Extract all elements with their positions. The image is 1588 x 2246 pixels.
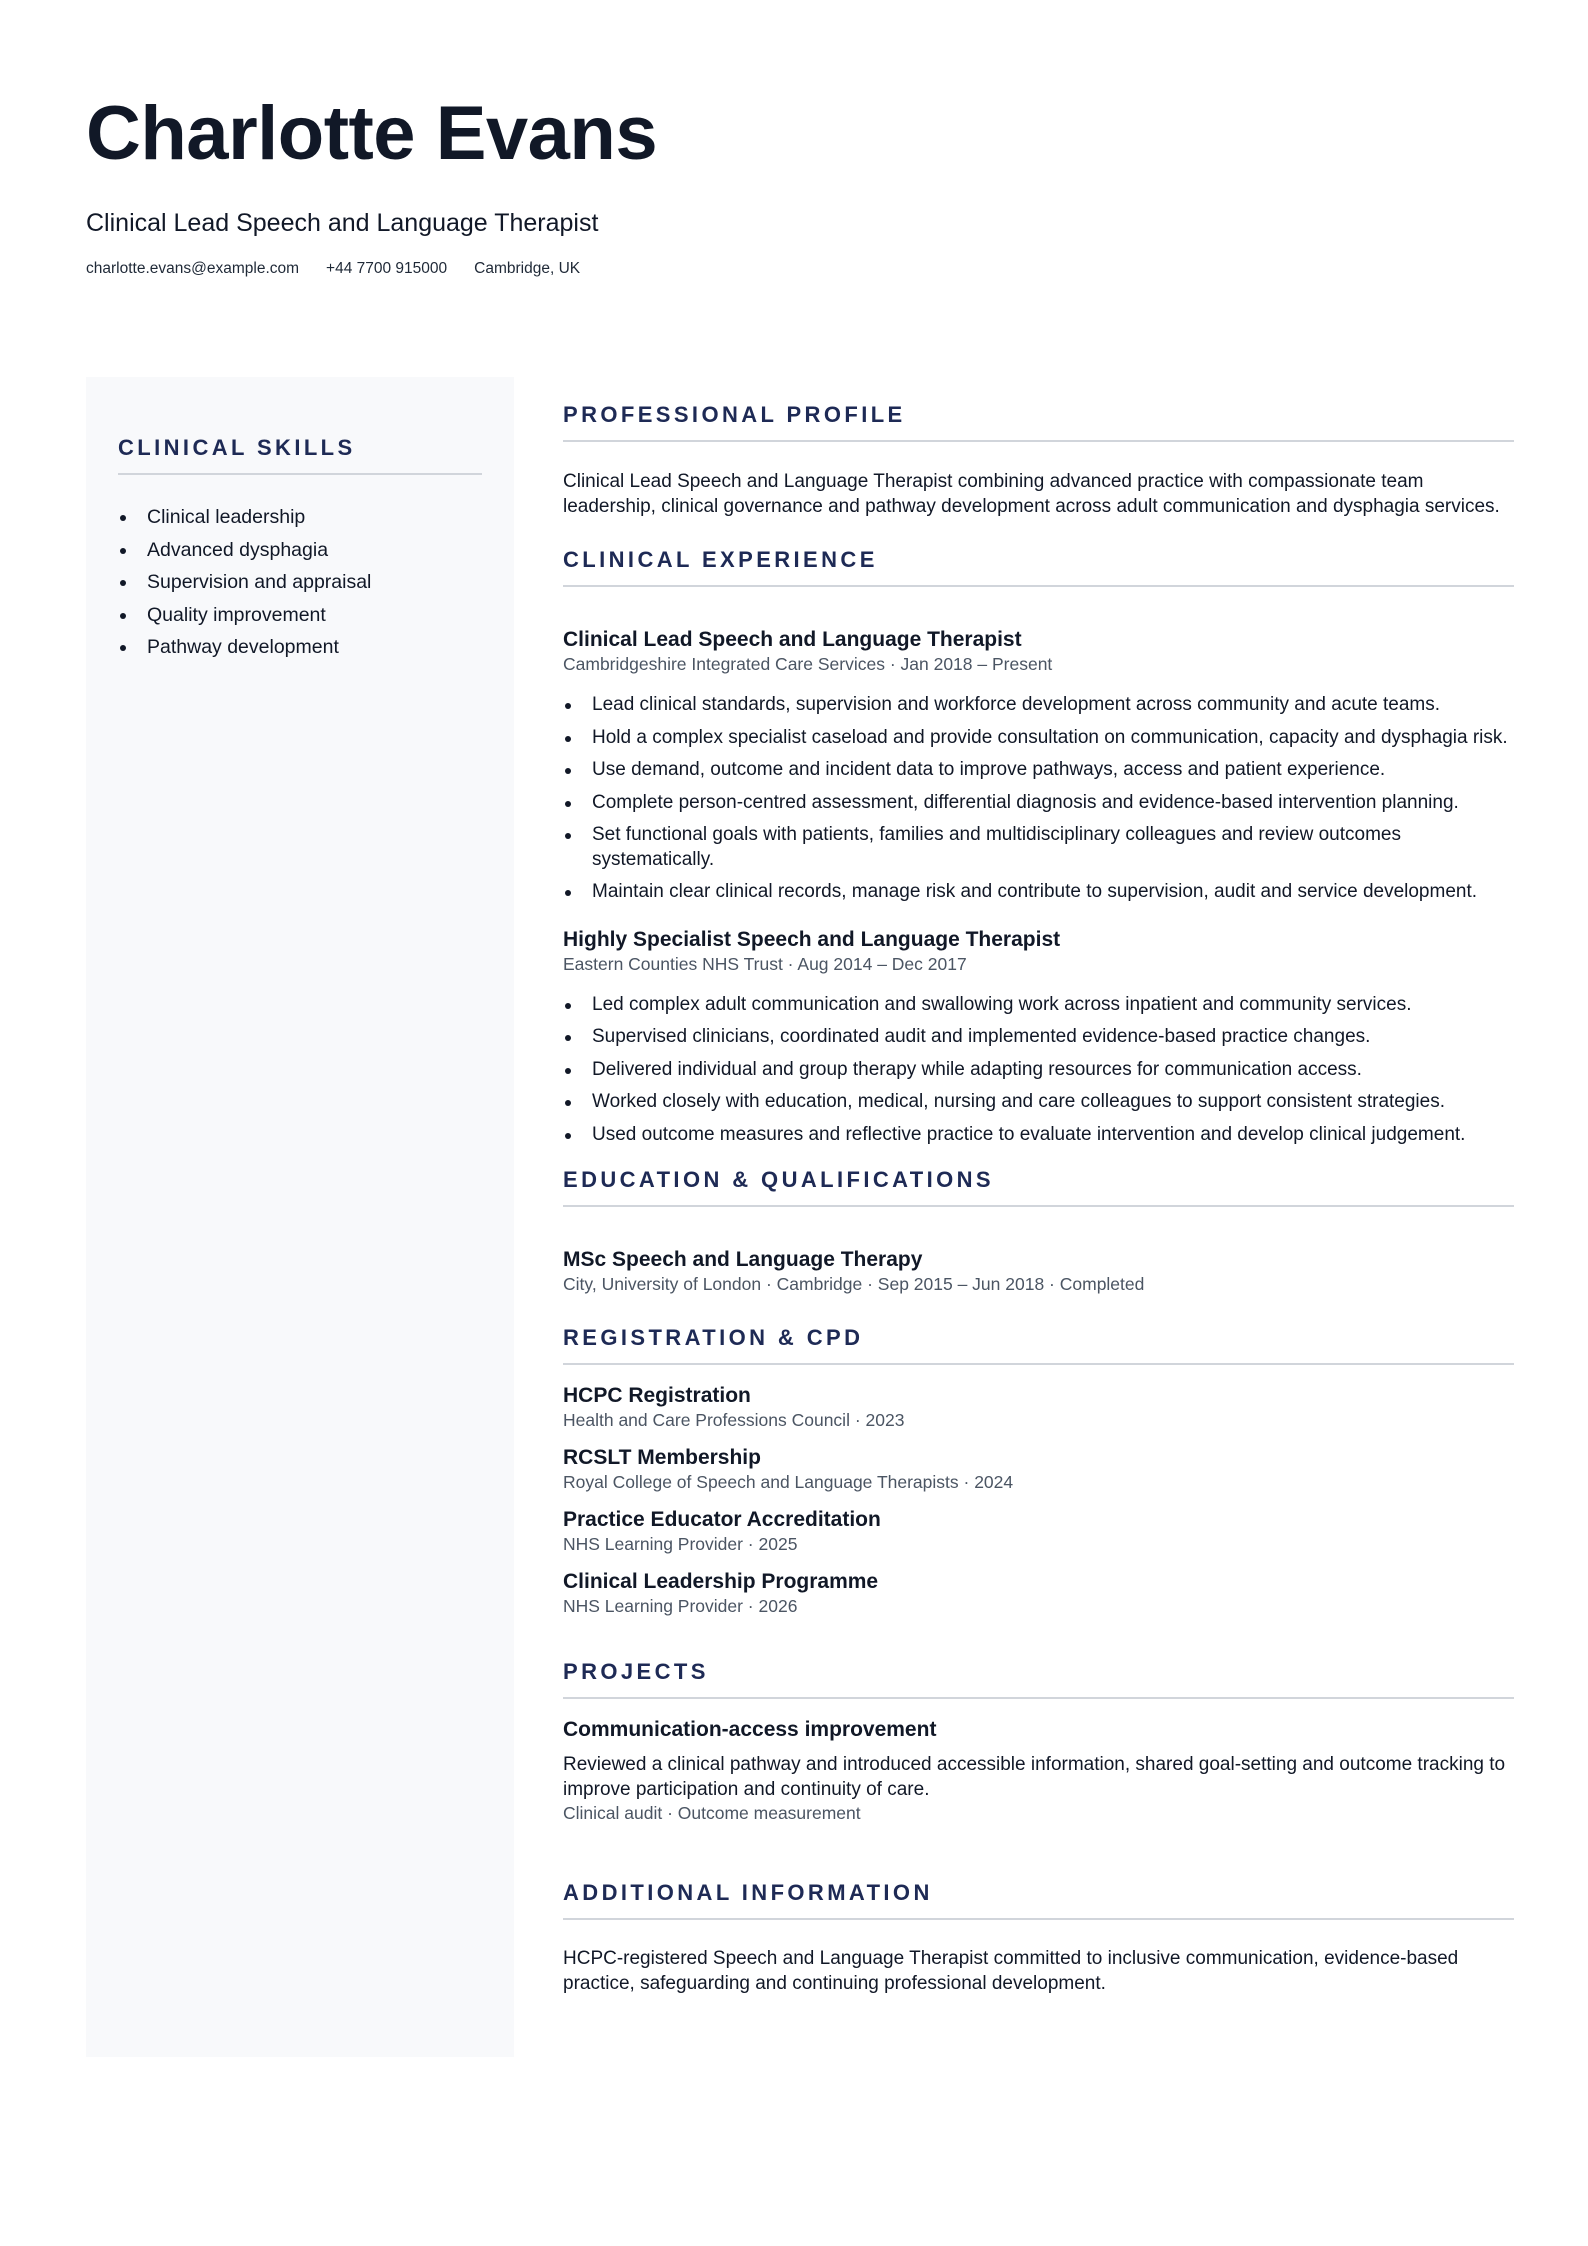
- bullet-icon: [565, 1035, 571, 1041]
- project-description: Reviewed a clinical pathway and introduced accessible information, shared goal-setting and outcome tracking to improve participation and continuity of care.: [563, 1754, 1506, 1800]
- candidate-headline: Clinical Lead Speech and Language Therapist: [86, 208, 599, 237]
- cpd-item: [563, 1507, 1514, 1555]
- cpd-section-title: REGISTRATION & CPD: [563, 1325, 1514, 1365]
- project-tags: Clinical audit · Outcome measurement: [563, 1803, 861, 1823]
- cpd-item: [563, 1445, 1514, 1493]
- profile-section-title: PROFESSIONAL PROFILE: [563, 402, 1514, 442]
- bullet-icon: [565, 1133, 571, 1139]
- job-bullet: Supervised clinicians, coordinated audit and implemented evidence-based practice changes.: [563, 1025, 1514, 1050]
- experience-section: [563, 547, 1514, 1147]
- profile-section: [563, 402, 1514, 519]
- skill-item: Pathway development: [118, 631, 482, 664]
- contact-row: [86, 260, 1506, 278]
- degree-title: MSc Speech and Language Therapy: [563, 1248, 923, 1271]
- job-bullet: Use demand, outcome and incident data to improve pathways, access and patient experience.: [563, 758, 1514, 783]
- additional-section: [563, 1880, 1514, 1996]
- bullet-icon: [120, 580, 126, 586]
- cpd-section: [563, 1325, 1514, 1617]
- bullet-icon: [565, 1100, 571, 1106]
- job-bullet: Lead clinical standards, supervision and workforce development across community and acute teams.: [563, 693, 1514, 718]
- resume-header: [86, 92, 1506, 278]
- bullet-icon: [565, 736, 571, 742]
- experience-section-title: CLINICAL EXPERIENCE: [563, 547, 1514, 587]
- cpd-item-meta: Royal College of Speech and Language Therapists · 2024: [563, 1472, 1014, 1492]
- job-entry: [563, 927, 1514, 1148]
- bullet-icon: [565, 1068, 571, 1074]
- cpd-item-meta: NHS Learning Provider · 2025: [563, 1534, 798, 1554]
- skill-item: Quality improvement: [118, 599, 482, 632]
- job-bullet: Complete person-centred assessment, differential diagnosis and evidence-based intervention planning.: [563, 791, 1514, 816]
- job-bullet: Led complex adult communication and swallowing work across inpatient and community services.: [563, 993, 1514, 1018]
- contact-phone[interactable]: +44 7700 915000: [326, 259, 448, 277]
- project-name: Communication-access improvement: [563, 1718, 937, 1741]
- bullet-icon: [120, 613, 126, 619]
- bullet-icon: [565, 703, 571, 709]
- bullet-icon: [120, 548, 126, 554]
- education-entry: [563, 1247, 1514, 1295]
- job-meta: Cambridgeshire Integrated Care Services · Jan 2018 – Present: [563, 654, 1053, 674]
- cpd-item-name: Clinical Leadership Programme: [563, 1570, 879, 1593]
- bullet-icon: [120, 645, 126, 651]
- job-bullet: Delivered individual and group therapy while adapting resources for communication access.: [563, 1058, 1514, 1083]
- bullet-icon: [565, 890, 571, 896]
- contact-email[interactable]: charlotte.evans@example.com: [86, 259, 300, 277]
- job-bullet: Hold a complex specialist caseload and provide consultation on communication, capacity and dysphagia risk.: [563, 726, 1514, 751]
- job-title: Highly Specialist Speech and Language Therapist: [563, 927, 1061, 951]
- sidebar: [86, 377, 514, 2057]
- bullet-icon: [565, 1003, 571, 1009]
- skills-list: [118, 501, 482, 664]
- main-column: [563, 402, 1514, 1996]
- projects-section: [563, 1659, 1514, 1824]
- cpd-item: [563, 1569, 1514, 1617]
- cpd-item-name: HCPC Registration: [563, 1384, 751, 1407]
- projects-section-title: PROJECTS: [563, 1659, 1514, 1699]
- job-bullets: [563, 693, 1514, 905]
- education-section-title: EDUCATION & QUALIFICATIONS: [563, 1167, 1514, 1207]
- job-title: Clinical Lead Speech and Language Therapist: [563, 628, 1022, 651]
- additional-section-title: ADDITIONAL INFORMATION: [563, 1880, 1514, 1920]
- bullet-icon: [565, 801, 571, 807]
- job-bullet: Used outcome measures and reflective practice to evaluate intervention and develop clinical judgement.: [563, 1123, 1514, 1148]
- skill-item: Supervision and appraisal: [118, 566, 482, 599]
- job-entry: [563, 627, 1514, 905]
- bullet-icon: [120, 515, 126, 521]
- degree-meta: City, University of London · Cambridge · Sep 2015 – Jun 2018 · Completed: [563, 1274, 1145, 1294]
- skill-item: Clinical leadership: [118, 501, 482, 534]
- cpd-item-meta: NHS Learning Provider · 2026: [563, 1596, 798, 1616]
- bullet-icon: [565, 833, 571, 839]
- job-bullet: Maintain clear clinical records, manage risk and contribute to supervision, audit and service development.: [563, 880, 1514, 905]
- additional-text: HCPC-registered Speech and Language Therapist committed to inclusive communication, evidence-based practice, safeguarding and continuing professional development.: [563, 1948, 1459, 1994]
- project-entry: [563, 1717, 1514, 1824]
- cpd-item-meta: Health and Care Professions Council · 2023: [563, 1410, 905, 1430]
- job-bullet: Set functional goals with patients, families and multidisciplinary colleagues and review outcomes systematically.: [563, 823, 1514, 872]
- job-meta: Eastern Counties NHS Trust · Aug 2014 – Dec 2017: [563, 953, 967, 974]
- cpd-item-name: Practice Educator Accreditation: [563, 1508, 881, 1531]
- education-section: [563, 1167, 1514, 1295]
- profile-text: Clinical Lead Speech and Language Therapist combining advanced practice with compassionate team leadership, clinical governance and pathway development across adult communication and dysphagia services.: [563, 471, 1500, 517]
- job-bullets: [563, 993, 1514, 1148]
- cpd-item: [563, 1383, 1514, 1431]
- skills-section-title: CLINICAL SKILLS: [118, 435, 482, 475]
- skill-item: Advanced dysphagia: [118, 534, 482, 567]
- cpd-item-name: RCSLT Membership: [563, 1446, 761, 1469]
- candidate-name: Charlotte Evans: [86, 91, 658, 176]
- contact-location: Cambridge, UK: [474, 259, 581, 277]
- job-bullet: Worked closely with education, medical, nursing and care colleagues to support consistent strategies.: [563, 1090, 1514, 1115]
- bullet-icon: [565, 768, 571, 774]
